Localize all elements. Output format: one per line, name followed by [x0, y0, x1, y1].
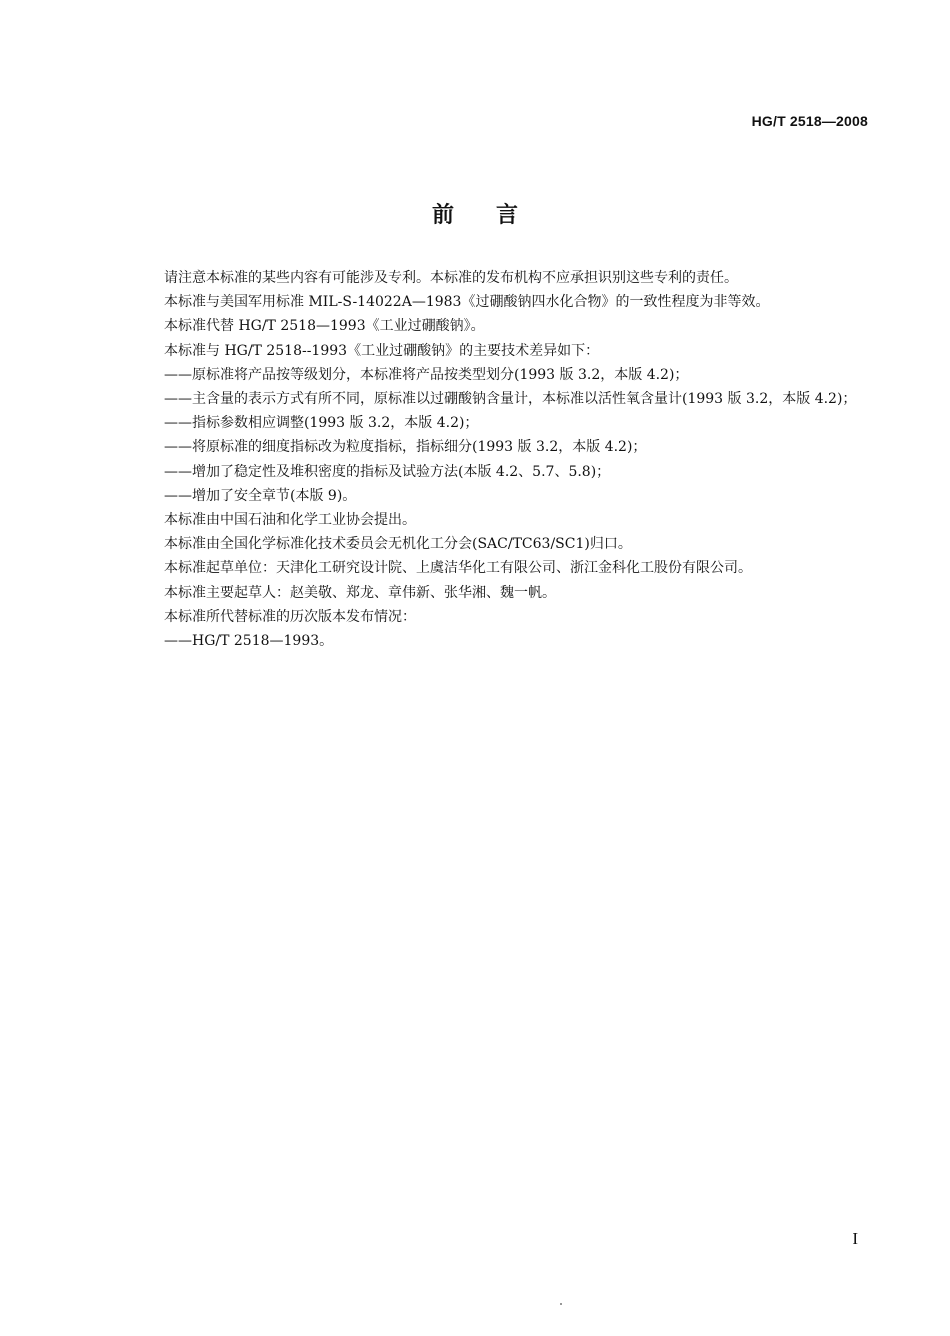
- paragraph-drafting-units: 本标准起草单位：天津化工研究设计院、上虞洁华化工有限公司、浙江金科化工股份有限公司。: [164, 560, 752, 577]
- paragraph-patent-notice: 请注意本标准的某些内容有可能涉及专利。本标准的发布机构不应承担识别这些专利的责任。: [164, 270, 738, 286]
- page-number: I: [852, 1229, 858, 1248]
- foreword-body: [130, 266, 870, 653]
- paragraph-history-intro: 本标准所代替标准的历次版本发布情况：: [164, 608, 416, 625]
- paragraph-proposed-by: 本标准由中国石油和化学工业协会提出。: [164, 512, 416, 529]
- difference-item: ——增加了稳定性及堆积密度的指标及试验方法(本版 4.2、5.7、5.8)；: [164, 463, 611, 480]
- difference-item: ——将原标准的细度指标改为粒度指标，指标细分(1993 版 3.2，本版 4.2)；: [164, 439, 647, 456]
- difference-item: ——原标准将产品按等级划分，本标准将产品按类型划分(1993 版 3.2，本版 4.2)；: [164, 366, 689, 383]
- difference-item: ——主含量的表示方式有所不同，原标准以过硼酸钠含量计，本标准以活性氧含量计(1993 版 3.2，本版 4.2)；: [164, 391, 857, 408]
- difference-item: ——指标参数相应调整(1993 版 3.2，本版 4.2)；: [164, 415, 479, 432]
- paragraph-centralized-by: 本标准由全国化学标准化技术委员会无机化工分会(SAC/TC63/SC1)归口。: [164, 536, 632, 553]
- scan-speck: [560, 1303, 562, 1305]
- paragraph-drafters: 本标准主要起草人：赵美敬、郑龙、章伟新、张华湘、魏一帆。: [164, 584, 556, 601]
- standard-code: HG/T 2518—2008: [751, 113, 868, 129]
- difference-item: ——增加了安全章节(本版 9)。: [164, 487, 357, 504]
- page-title: 前言: [431, 203, 560, 228]
- history-item: ——HG/T 2518—1993。: [164, 633, 334, 650]
- paragraph-consistency: 本标准与美国军用标准 MIL-S-14022A—1983《过硼酸钠四水化合物》的一致性程度为非等效。: [164, 294, 770, 311]
- paragraph-differences-intro: 本标准与 HG/T 2518--1993《工业过硼酸钠》的主要技术差异如下：: [164, 342, 600, 359]
- paragraph-replaces: 本标准代替 HG/T 2518—1993《工业过硼酸钠》。: [164, 318, 485, 335]
